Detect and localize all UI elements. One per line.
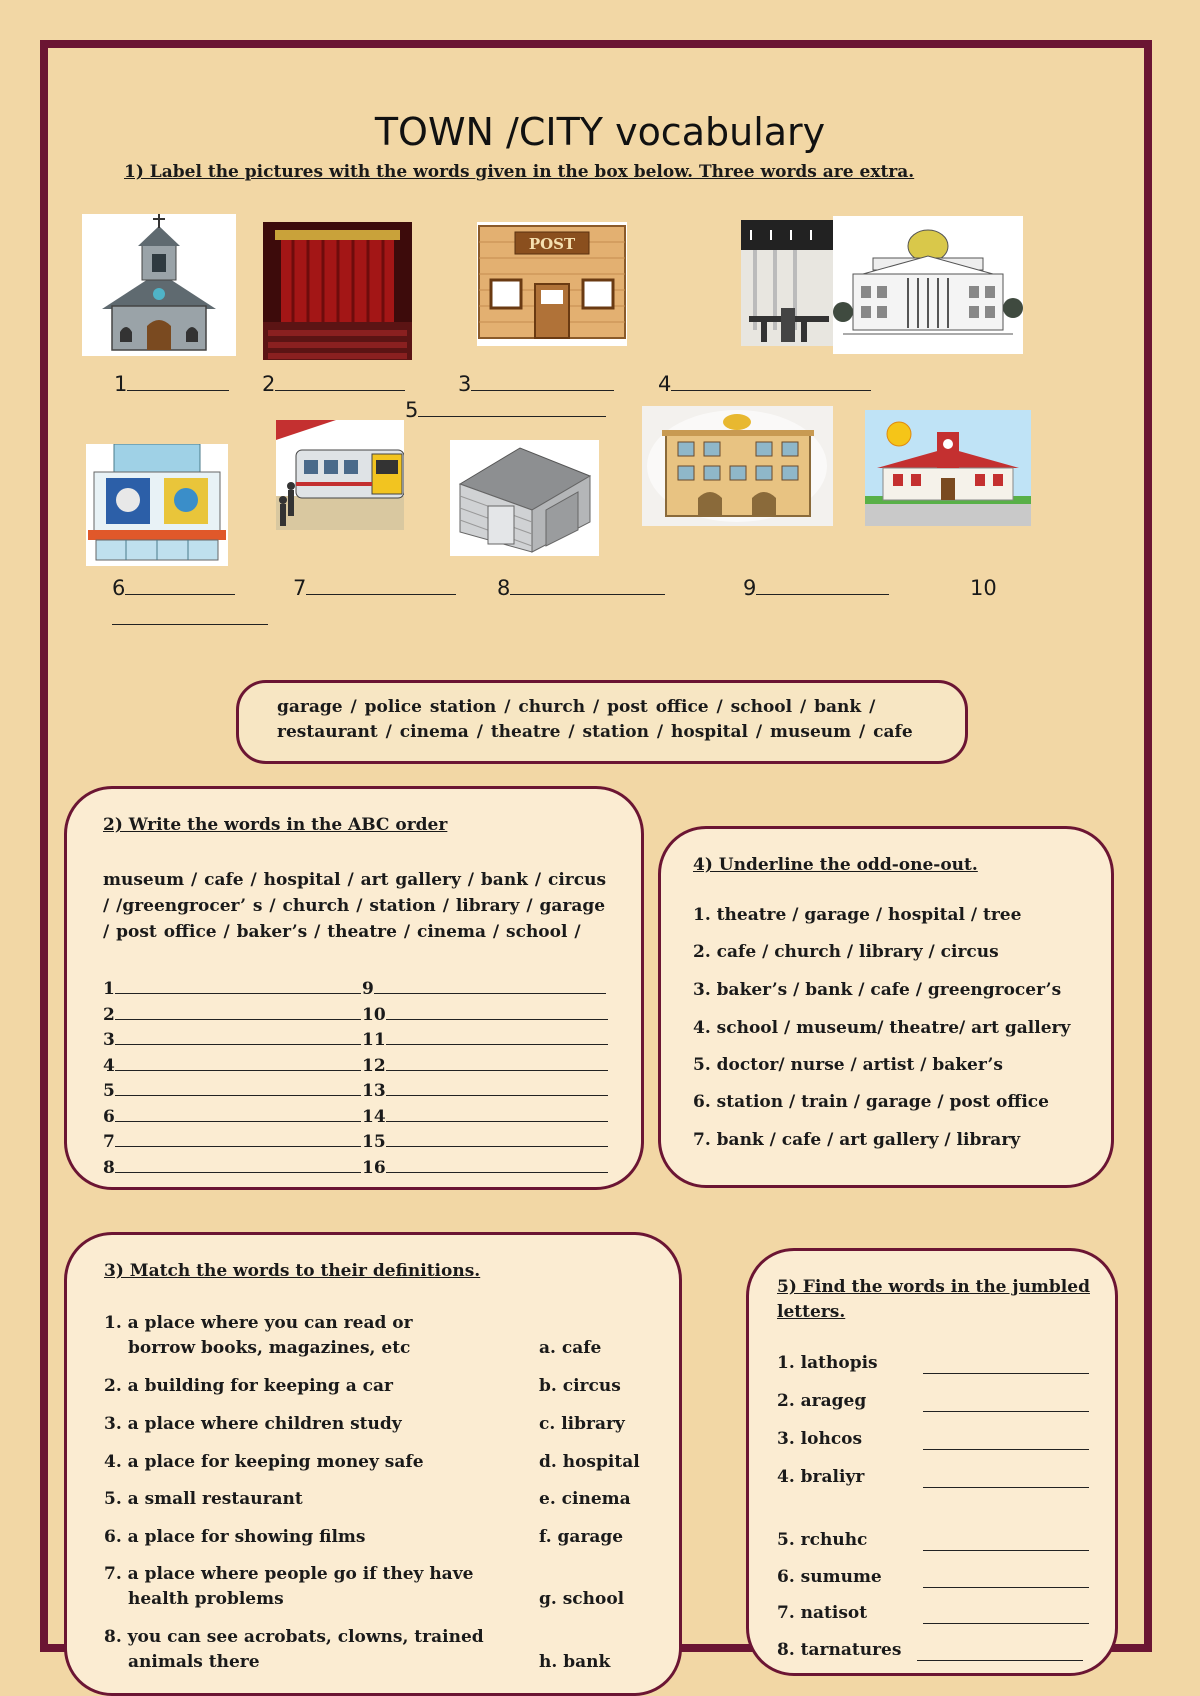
label-1[interactable]: 1 [114, 372, 229, 396]
garage-picture [450, 440, 599, 556]
odd-one-out-item-5[interactable]: 5. doctor/ nurse / artist / baker’s [693, 1055, 1003, 1075]
hospital-picture [642, 406, 833, 526]
jumbled-word-8: 8. tarnatures [777, 1640, 902, 1660]
jumbled-answer-6[interactable] [923, 1587, 1089, 1588]
label-9[interactable]: 9 [743, 576, 889, 600]
option-d[interactable]: d. hospital [539, 1452, 640, 1472]
label-10-answer-line[interactable] [112, 624, 268, 625]
abc-answer-15[interactable]: 15 [362, 1130, 608, 1152]
jumbled-answer-3[interactable] [923, 1449, 1089, 1450]
abc-answer-11[interactable]: 11 [362, 1028, 608, 1050]
abc-answer-7[interactable]: 7 [103, 1130, 361, 1152]
exercise-5-title-cont: letters. [777, 1302, 846, 1322]
definition-4: 4. a place for keeping money safe [104, 1452, 424, 1472]
abc-answer-8[interactable]: 8 [103, 1156, 361, 1178]
option-g[interactable]: g. school [539, 1589, 625, 1609]
definition-2: 2. a building for keeping a car [104, 1376, 393, 1396]
option-f[interactable]: f. garage [539, 1527, 624, 1547]
jumbled-word-3: 3. lohcos [777, 1429, 863, 1449]
post-office-picture [477, 222, 627, 346]
odd-one-out-item-4[interactable]: 4. school / museum/ theatre/ art gallery [693, 1018, 1071, 1038]
option-a[interactable]: a. cafe [539, 1338, 602, 1358]
abc-answer-5[interactable]: 5 [103, 1079, 361, 1101]
jumbled-word-5: 5. rchuhc [777, 1530, 868, 1550]
option-b[interactable]: b. circus [539, 1376, 621, 1396]
label-4[interactable]: 4 [658, 372, 871, 396]
odd-one-out-item-3[interactable]: 3. baker’s / bank / cafe / greengrocer’s [693, 980, 1062, 1000]
abc-answer-14[interactable]: 14 [362, 1105, 608, 1127]
label-7[interactable]: 7 [293, 576, 456, 600]
abc-answer-3[interactable]: 3 [103, 1028, 361, 1050]
abc-answer-6[interactable]: 6 [103, 1105, 361, 1127]
cinema-picture [86, 444, 228, 566]
label-6[interactable]: 6 [112, 576, 235, 600]
jumbled-answer-8[interactable] [917, 1660, 1083, 1661]
exercise-5-panel [746, 1248, 1118, 1676]
page-title: TOWN /CITY vocabulary [374, 110, 826, 154]
word-box-text: garage / police station / church / post office / school / bank / restaurant / cinema / theatre / station / hospital / museum / cafe [277, 697, 913, 742]
exercise-2-word-list: museum / cafe / hospital / art gallery / bank / circus / /greengrocer’ s / church / station / library / garage / post office / baker’s / theatre / cinema / school / [103, 870, 607, 942]
definition-1-cont: borrow books, magazines, etc [128, 1338, 411, 1358]
jumbled-answer-5[interactable] [923, 1550, 1089, 1551]
word-box [236, 680, 968, 764]
abc-answer-12[interactable]: 12 [362, 1054, 608, 1076]
definition-8: 8. you can see acrobats, clowns, trained [104, 1627, 484, 1647]
jumbled-answer-7[interactable] [923, 1623, 1089, 1624]
abc-answer-13[interactable]: 13 [362, 1079, 608, 1101]
option-e[interactable]: e. cinema [539, 1489, 631, 1509]
definition-8-cont: animals there [128, 1652, 260, 1672]
definition-7-cont: health problems [128, 1589, 284, 1609]
exercise-2-title: 2) Write the words in the ABC order [103, 815, 448, 835]
abc-answer-2[interactable]: 2 [103, 1003, 361, 1025]
abc-answer-16[interactable]: 16 [362, 1156, 608, 1178]
exercise-4-title: 4) Underline the odd-one-out. [693, 855, 978, 875]
label-8[interactable]: 8 [497, 576, 665, 600]
abc-answer-1[interactable]: 1 [103, 977, 361, 999]
label-5[interactable]: 5 [405, 398, 606, 422]
option-h[interactable]: h. bank [539, 1652, 611, 1672]
definition-1: 1. a place where you can read or [104, 1313, 413, 1333]
restaurant-picture [741, 220, 833, 346]
exercise-3-title: 3) Match the words to their definitions. [104, 1261, 481, 1281]
definition-6: 6. a place for showing films [104, 1527, 366, 1547]
school-picture [865, 410, 1031, 526]
odd-one-out-item-2[interactable]: 2. cafe / church / library / circus [693, 942, 999, 962]
abc-answer-10[interactable]: 10 [362, 1003, 608, 1025]
jumbled-word-6: 6. sumume [777, 1567, 882, 1587]
exercise-3-panel [64, 1232, 682, 1696]
exercise-1-title: 1) Label the pictures with the words given in the box below. Three words are extra. [124, 162, 915, 182]
exercise-4-panel [658, 826, 1114, 1188]
exercise-2-panel [64, 786, 644, 1190]
definition-7: 7. a place where people go if they have [104, 1564, 474, 1584]
abc-answer-4[interactable]: 4 [103, 1054, 361, 1076]
jumbled-word-2: 2. arageg [777, 1391, 867, 1411]
church-picture [82, 214, 236, 356]
odd-one-out-item-7[interactable]: 7. bank / cafe / art gallery / library [693, 1130, 1021, 1150]
odd-one-out-item-6[interactable]: 6. station / train / garage / post office [693, 1092, 1049, 1112]
odd-one-out-item-1[interactable]: 1. theatre / garage / hospital / tree [693, 905, 1022, 925]
jumbled-word-4: 4. braliyr [777, 1467, 865, 1487]
station-picture [276, 420, 404, 530]
jumbled-answer-4[interactable] [923, 1487, 1089, 1488]
definition-3: 3. a place where children study [104, 1414, 402, 1434]
label-3[interactable]: 3 [458, 372, 614, 396]
option-c[interactable]: c. library [539, 1414, 625, 1434]
jumbled-answer-1[interactable] [923, 1373, 1089, 1374]
definition-5: 5. a small restaurant [104, 1489, 303, 1509]
abc-answer-9[interactable]: 9 [362, 977, 606, 999]
label-10: 10 [970, 576, 997, 600]
jumbled-word-7: 7. natisot [777, 1603, 868, 1623]
theatre-picture [263, 222, 412, 360]
label-2[interactable]: 2 [262, 372, 405, 396]
jumbled-word-1: 1. lathopis [777, 1353, 878, 1373]
jumbled-answer-2[interactable] [923, 1411, 1089, 1412]
museum-picture [833, 216, 1023, 354]
exercise-5-title: 5) Find the words in the jumbled [777, 1277, 1090, 1297]
post-sign-text: POST [528, 235, 576, 253]
